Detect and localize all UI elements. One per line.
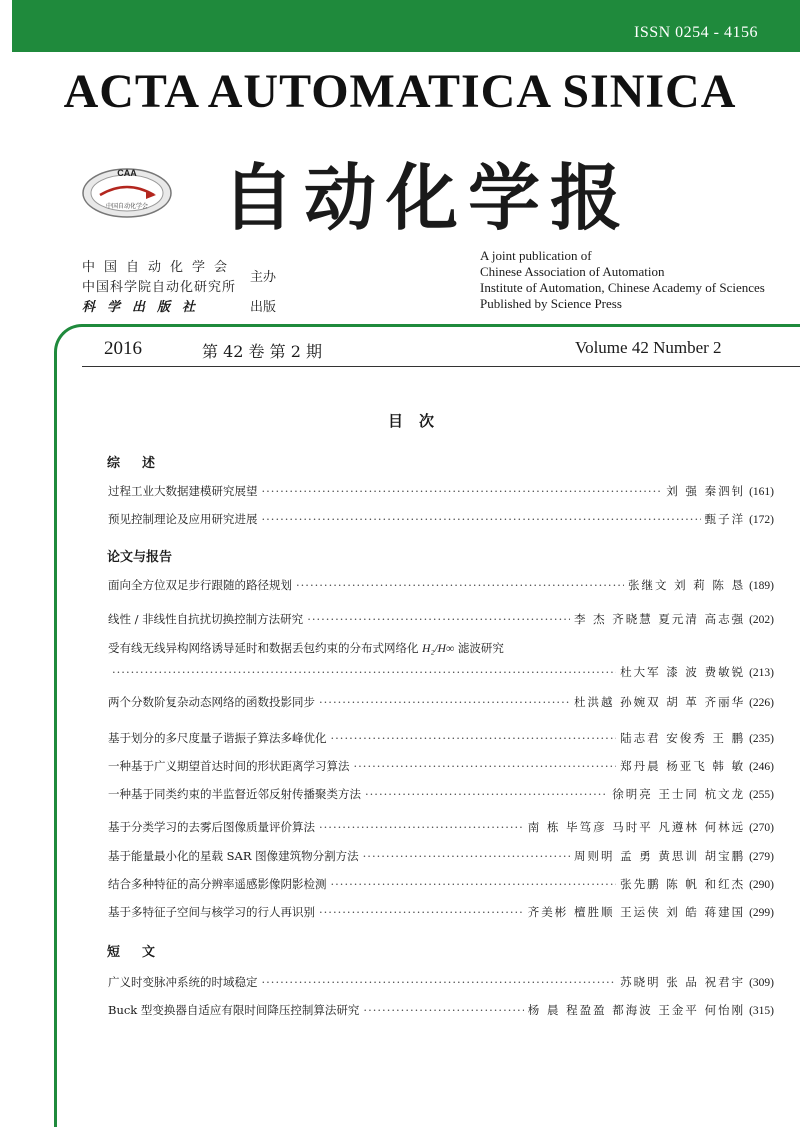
issue-divider (82, 366, 800, 367)
entry-authors: 甄子洋 (704, 512, 746, 526)
toc-entry[interactable] (108, 758, 774, 776)
issue-volume-chinese: 第 42 卷 第 2 期 (202, 342, 322, 361)
toc-entry[interactable] (108, 904, 774, 922)
leader-dots (363, 849, 570, 863)
journal-title-english: ACTA AUTOMATICA SINICA (63, 65, 737, 118)
leader-dots (354, 759, 617, 773)
toc-entry[interactable] (108, 1002, 774, 1020)
entry-page: (213) (749, 667, 774, 679)
toc-entry[interactable] (108, 730, 774, 748)
entry-authors: 张继文 刘 莉 陈 恳 (627, 578, 746, 592)
caa-logo-icon (80, 157, 174, 223)
joint-line-2: Chinese Association of Automation (480, 264, 665, 279)
issue-volume-english: Volume 42 Number 2 (575, 338, 722, 357)
entry-title: 结合多种特征的高分辨率遥感影像阴影检测 (108, 877, 327, 891)
entry-page: (161) (749, 486, 774, 498)
journal-title-chinese: 自动化学报 (222, 156, 633, 240)
entry-page: (315) (749, 1005, 774, 1017)
entry-authors: 杜洪越 孙婉双 胡 革 齐丽华 (573, 695, 746, 709)
section-short-papers: 短文 (107, 945, 178, 960)
entry-title: 广义时变脉冲系统的时域稳定 (108, 975, 258, 989)
entry-title: 基于分类学习的去雾后图像质量评价算法 (108, 820, 315, 834)
leader-dots (307, 612, 570, 626)
entry-title: 两个分数阶复杂动态网络的函数投影同步 (108, 695, 315, 709)
sponsor-ia-cas: 中国科学院自动化研究所 (82, 280, 237, 295)
joint-line-4: Published by Science Press (480, 296, 622, 311)
entry-title-math: H₂/H∞ (422, 643, 455, 655)
entry-authors: 杜大军 漆 波 费敏锐 (620, 665, 746, 679)
entry-title: 基于能量最小化的星载 SAR 图像建筑物分割方法 (108, 849, 359, 863)
entry-page: (270) (749, 822, 774, 834)
svg-text:中国自动化学会: 中国自动化学会 (105, 203, 149, 210)
entry-title: 一种基于同类约束的半监督近邻反射传播聚类方法 (108, 787, 361, 801)
entry-title-suffix: 滤波研究 (457, 641, 504, 655)
entry-authors: 苏晓明 张 品 祝君宇 (620, 975, 746, 989)
entry-authors: 南 栋 毕笃彦 马时平 凡遵林 何林远 (527, 820, 746, 834)
toc-entry[interactable] (108, 786, 774, 804)
issn-label: ISSN 0254 - 4156 (633, 24, 758, 41)
section-review: 综述 (107, 456, 178, 471)
leader-dots (331, 877, 617, 891)
entry-page: (279) (749, 851, 774, 863)
leader-dots (262, 512, 701, 526)
issue-year: 2016 (104, 338, 142, 359)
entry-page: (226) (749, 697, 774, 709)
sponsor-block (82, 258, 276, 318)
leader-dots (331, 731, 617, 745)
entry-title: 基于划分的多尺度量子谐振子算法多峰优化 (108, 731, 327, 745)
leader-dots (319, 695, 570, 709)
entry-authors: 刘 强 秦泗钊 (666, 484, 746, 498)
leader-dots (319, 820, 524, 834)
entry-page: (299) (749, 907, 774, 919)
role-host-label: 主办 (250, 270, 277, 285)
svg-text:CAA: CAA (117, 168, 137, 178)
entry-authors: 陆志君 安俊秀 王 鹏 (620, 731, 746, 745)
joint-line-1: A joint publication of (480, 248, 592, 263)
role-publish-label: 出版 (250, 300, 277, 315)
joint-line-3: Institute of Automation, Chinese Academy of Sciences (480, 280, 765, 295)
entry-authors: 杨 晨 程盈盈 都海波 王金平 何怡刚 (527, 1003, 746, 1017)
entry-title: 一种基于广义期望首达时间的形状距离学习算法 (108, 759, 350, 773)
sponsor-caa: 中国自动化学会 (82, 260, 237, 275)
entry-authors: 周则明 孟 勇 黄思训 胡宝鹏 (573, 849, 746, 863)
section-papers: 论文与报告 (107, 550, 173, 565)
entry-page: (189) (749, 580, 774, 592)
entry-authors: 徐明亮 王士同 杭文龙 (612, 787, 746, 801)
entry-page: (172) (749, 514, 774, 526)
top-green-bar (12, 0, 800, 52)
entry-authors: 李 杰 齐晓慧 夏元清 高志强 (573, 612, 746, 626)
toc-entry[interactable] (108, 848, 774, 866)
entry-title: 线性 / 非线性自抗扰切换控制方法研究 (108, 612, 304, 626)
entry-title: 过程工业大数据建模研究展望 (108, 484, 258, 498)
toc-entry[interactable] (108, 974, 774, 992)
issue-info-row (0, 330, 800, 366)
entry-authors: 张先鹏 陈 帆 和红杰 (620, 877, 746, 891)
leader-dots (296, 578, 624, 592)
entry-authors: 郑丹晨 杨亚飞 韩 敏 (620, 759, 746, 773)
leader-dots (365, 787, 608, 801)
leader-dots (262, 484, 663, 498)
entry-page: (235) (749, 733, 774, 745)
leader-dots (262, 975, 617, 989)
toc-heading: 目次 (387, 412, 450, 430)
entry-page: (202) (749, 614, 774, 626)
entry-page: (290) (749, 879, 774, 891)
toc-entry[interactable] (108, 664, 774, 682)
entry-page: (255) (749, 789, 774, 801)
toc-entry[interactable] (108, 577, 774, 595)
entry-page: (246) (749, 761, 774, 773)
toc-entry[interactable] (108, 611, 774, 629)
toc-entry[interactable] (108, 876, 774, 894)
entry-page: (309) (749, 977, 774, 989)
leader-dots (319, 905, 524, 919)
entry-title: 受有线无线异构网络诱导延时和数据丢包约束的分布式网络化 (108, 641, 419, 655)
toc-entry[interactable] (108, 483, 774, 501)
publisher-science-press: 科学出版社 (82, 300, 208, 315)
entry-authors: 齐美彬 檀胜顺 王运侠 刘 皓 蒋建国 (527, 905, 746, 919)
leader-dots (112, 665, 616, 679)
entry-title: 基于多特征子空间与核学习的行人再识别 (108, 905, 315, 919)
leader-dots (363, 1003, 523, 1017)
toc-entry[interactable] (108, 511, 774, 529)
entry-title: 面向全方位双足步行跟随的路径规划 (108, 578, 292, 592)
entry-title: Buck 型变换器自适应有限时间降压控制算法研究 (108, 1003, 360, 1017)
toc-entry-title-line[interactable] (108, 640, 504, 656)
entry-title: 预见控制理论及应用研究进展 (108, 512, 258, 526)
toc-entry[interactable] (108, 819, 774, 837)
joint-publication-block (480, 248, 765, 312)
toc-entry[interactable] (108, 694, 774, 712)
